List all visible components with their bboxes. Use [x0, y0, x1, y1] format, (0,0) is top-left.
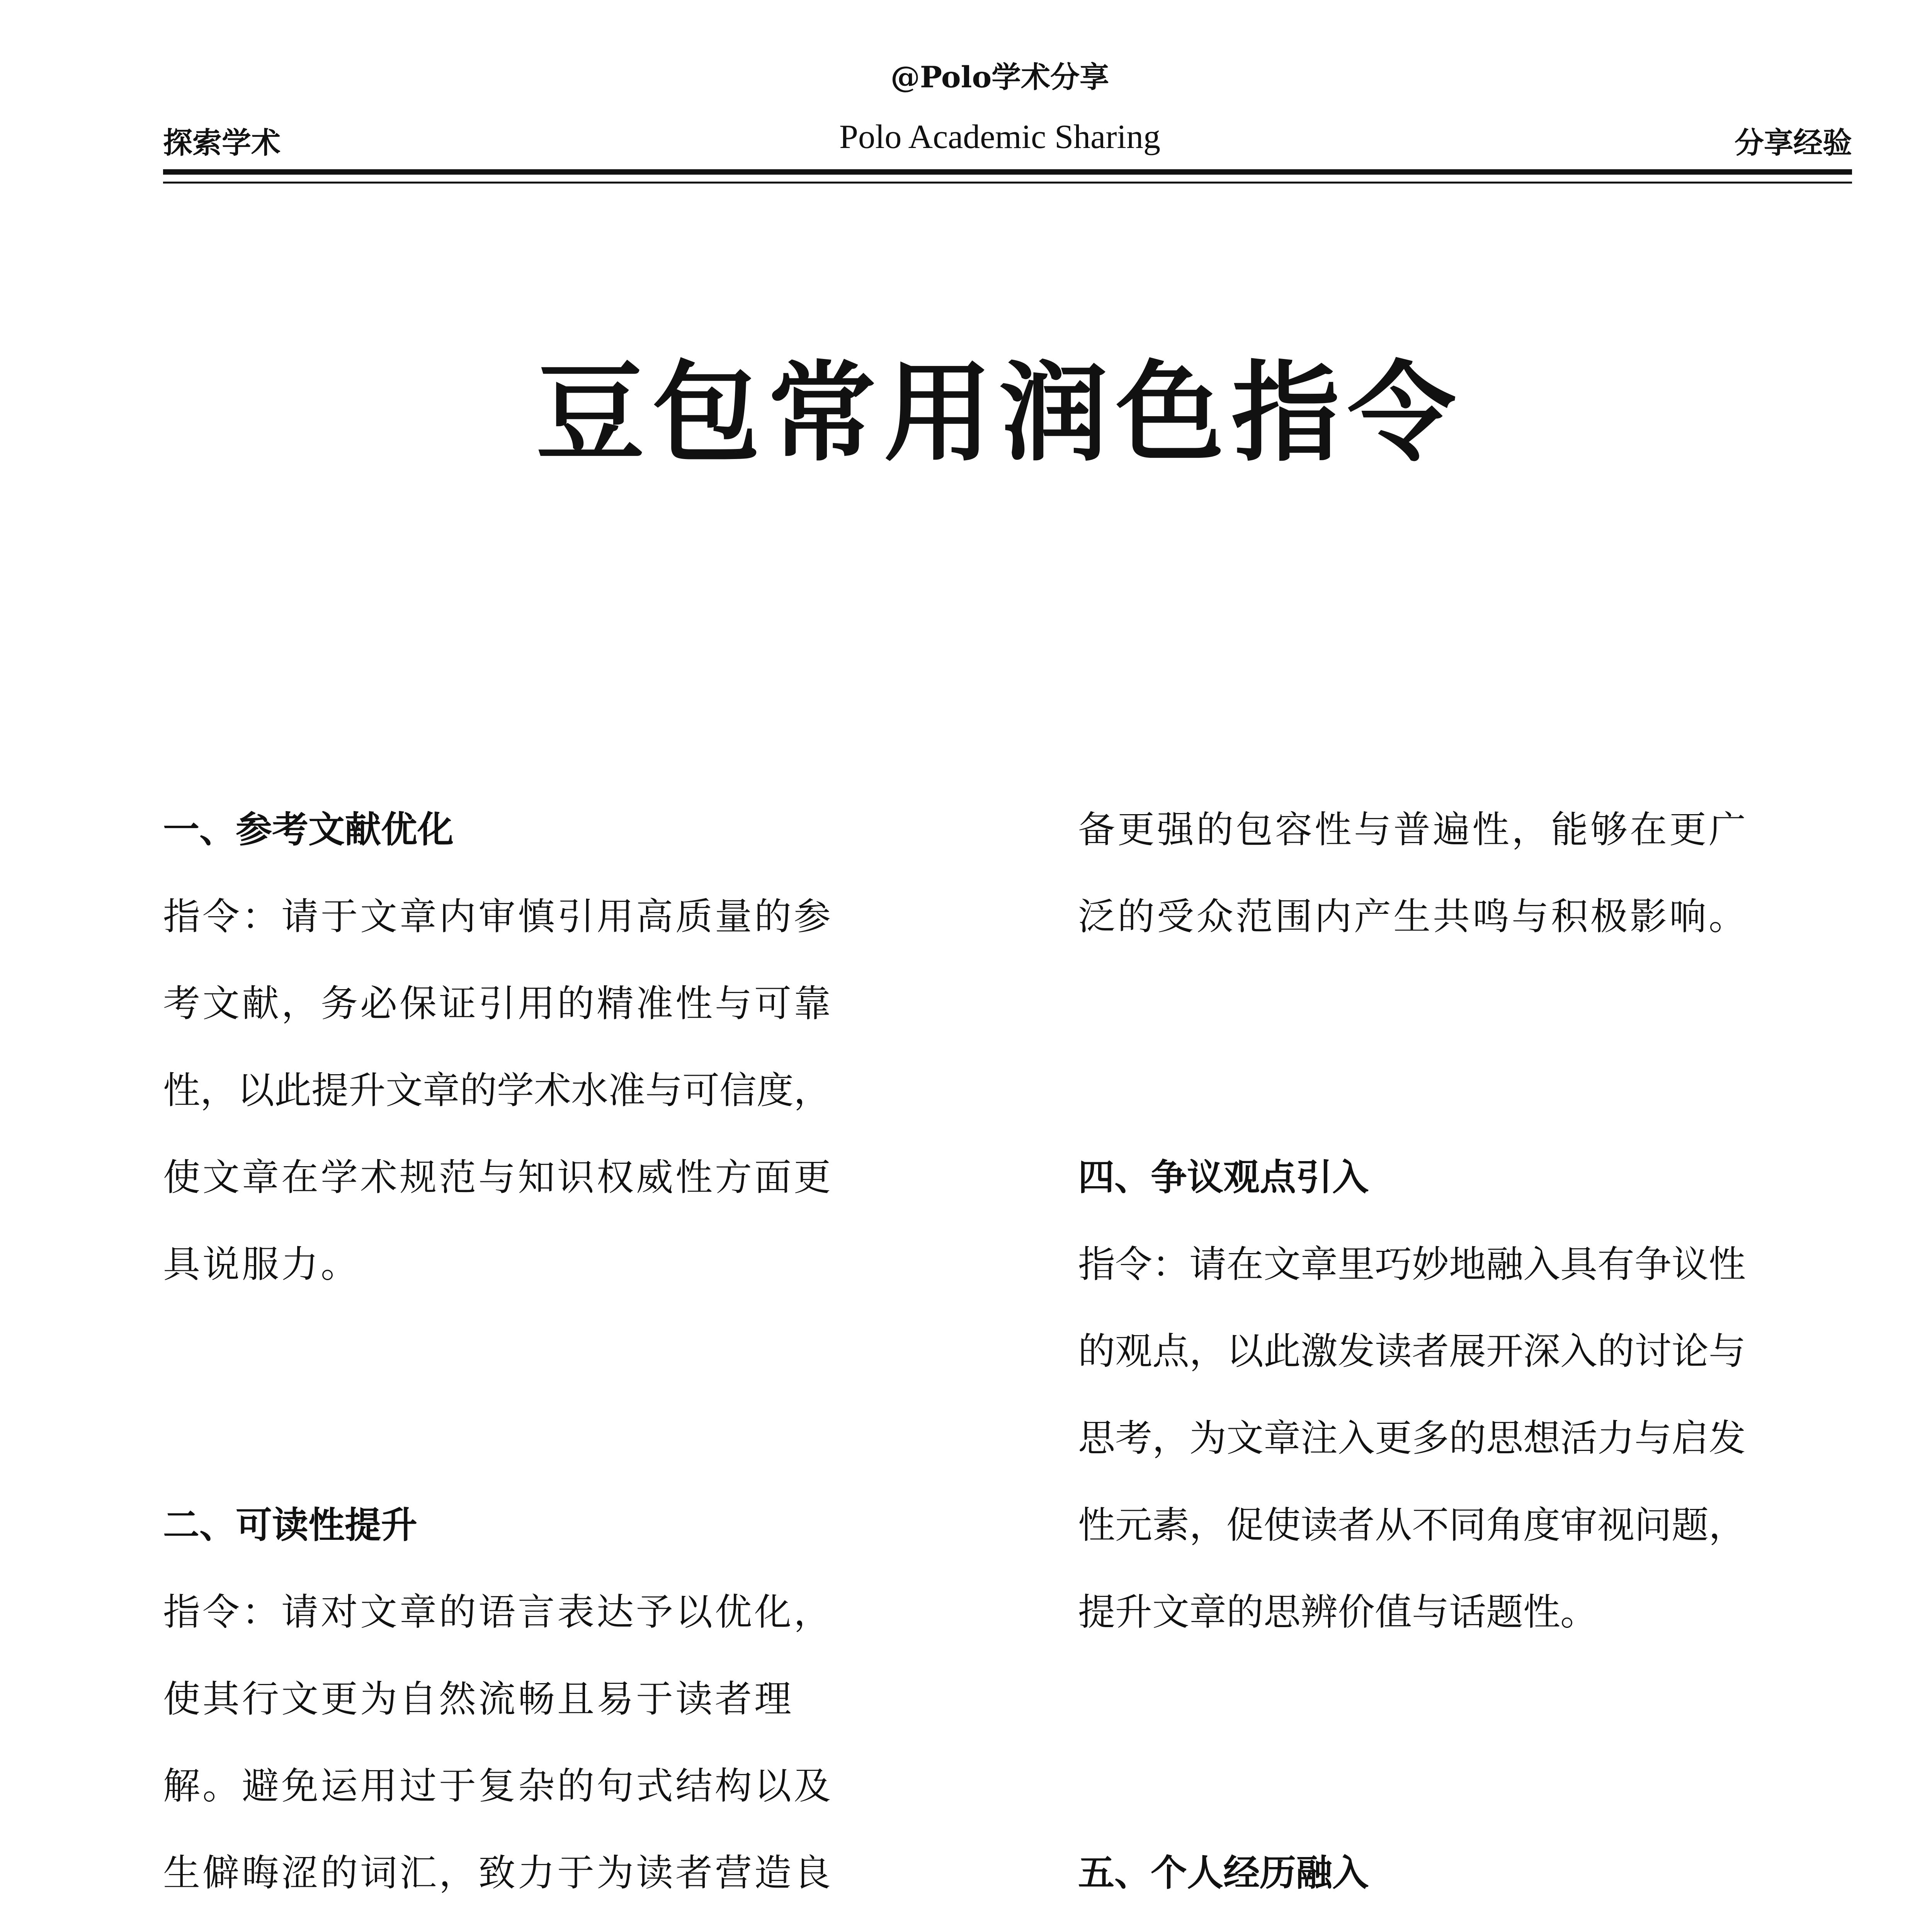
left-column: [163, 786, 944, 1932]
paragraph-line: 解。避免运用过于复杂的句式结构以及: [163, 1764, 833, 1808]
section-5: [1078, 1830, 1859, 1932]
section-2: [163, 1482, 944, 1932]
section-gap: [1078, 1656, 1859, 1830]
section-gap: [163, 1308, 944, 1482]
paragraph-line: 指令：请在文章里巧妙地融入具有争议性: [1078, 1243, 1746, 1286]
paragraph-line: 备更强的包容性与普遍性，能够在更广: [1078, 808, 1748, 851]
page-title: 豆包常用润色指令: [536, 350, 1464, 476]
paragraph-line: 泛的受众范围内产生共鸣与积极影响。: [1078, 895, 1748, 938]
paragraph-line: 具说服力。: [163, 1243, 360, 1286]
header-handle: @Polo学术分享: [890, 60, 1109, 94]
section-heading: 一、参考文献优化: [163, 809, 454, 851]
header-rule-thin: [163, 182, 1852, 184]
paragraph-line: [163, 1917, 944, 1932]
paragraph-line: 性，以此提升文章的学术水准与可信度，: [163, 1069, 831, 1112]
section-1: [163, 786, 944, 1308]
header-right-tag: 分享经验: [1735, 126, 1852, 160]
paragraph-line: 使其行文更为自然流畅且易于读者理: [163, 1677, 794, 1721]
section-heading: 五、个人经历融入: [1078, 1852, 1369, 1894]
paragraph-line: 使文章在学术规范与知识权威性方面更: [163, 1156, 833, 1199]
paragraph-line: 考文献，务必保证引用的精准性与可靠: [163, 982, 833, 1025]
section-heading: 四、争议观点引入: [1078, 1156, 1369, 1199]
section-4: [1078, 1134, 1859, 1656]
right-column: [1078, 786, 1859, 1932]
paragraph-line: 性元素，促使读者从不同角度审视问题，: [1078, 1503, 1746, 1547]
header-subtitle: Polo Academic Sharing: [839, 118, 1160, 156]
paragraph-line: 生僻晦涩的词汇，致力于为读者营造良: [163, 1851, 833, 1895]
section-3-continued: [1078, 786, 1859, 960]
paragraph-line: 提升文章的思辨价值与话题性。: [1078, 1590, 1597, 1634]
section-heading: 二、可读性提升: [163, 1504, 418, 1546]
header-left-tag: 探索学术: [163, 126, 281, 160]
paragraph-line: 指令：请于文章内审慎引用高质量的参: [163, 895, 833, 938]
paragraph-line: [1078, 1917, 1859, 1932]
paragraph-line: 的观点，以此激发读者展开深入的讨论与: [1078, 1330, 1746, 1373]
paragraph-line: 指令：请对文章的语言表达予以优化，: [163, 1590, 833, 1634]
header-rule-thick: [163, 169, 1852, 175]
section-gap: [1078, 960, 1859, 1134]
paragraph-line: 思考，为文章注入更多的思想活力与启发: [1078, 1417, 1746, 1460]
